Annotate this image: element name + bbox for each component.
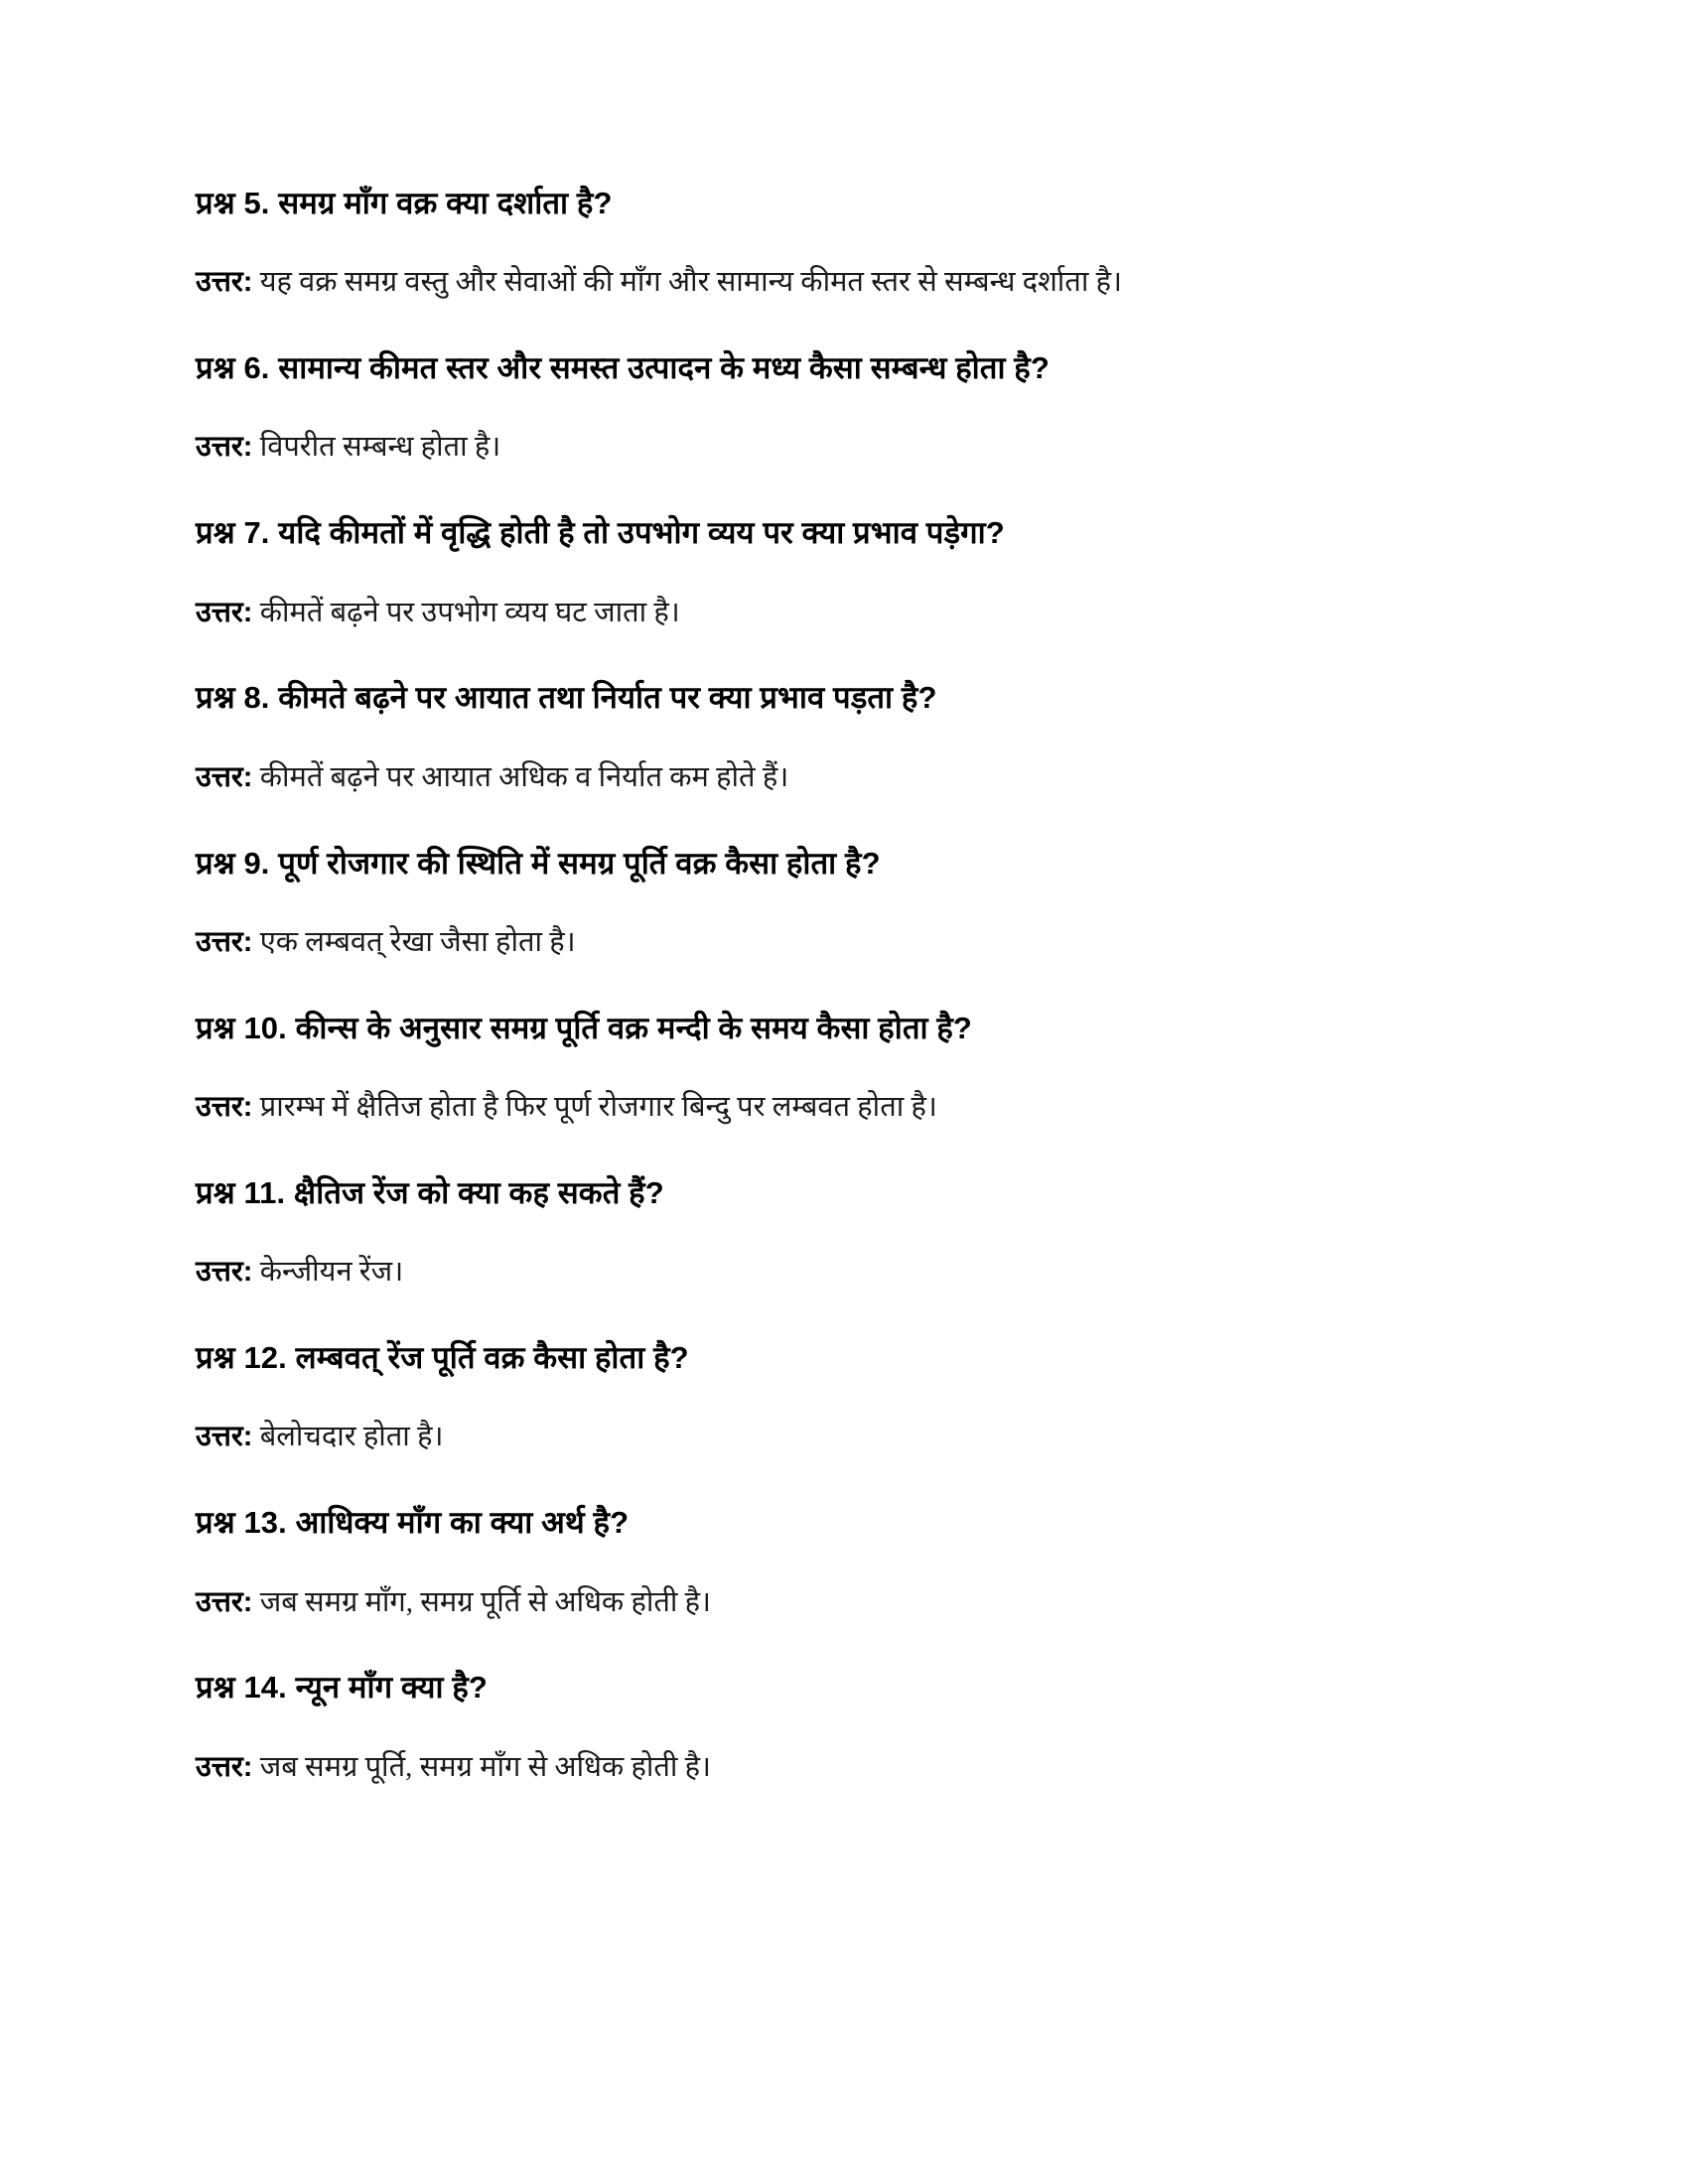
answer-text: बेलोचदार होता है। — [259, 1421, 444, 1453]
answer-text: केन्जीयन रेंज। — [259, 1256, 404, 1289]
answer-text: एक लम्बवत् रेखा जैसा होता है। — [259, 925, 576, 958]
answer-label: उत्तर: — [196, 760, 253, 793]
question-heading: प्रश्न 8. कीमते बढ़ने पर आयात तथा निर्यात पर क्या प्रभाव पड़ता है? — [196, 680, 937, 716]
answer-paragraph — [196, 1583, 1479, 1622]
answer-text: विपरीत सम्बन्ध होता है। — [259, 431, 501, 464]
qa-block — [196, 1338, 1479, 1456]
qa-block — [196, 513, 1479, 631]
answer-label: उत्तर: — [196, 925, 253, 958]
question-heading: प्रश्न 7. यदि कीमतों में वृद्धि होती है तो उपभोग व्यय पर क्या प्रभाव पड़ेगा? — [196, 515, 1005, 551]
answer-paragraph — [196, 594, 1479, 632]
answer-label: उत्तर: — [196, 596, 253, 628]
answer-paragraph — [196, 1418, 1479, 1456]
qa-list — [196, 184, 1479, 1787]
question-heading: प्रश्न 9. पूर्ण रोजगार की स्थिति में समग्र पूर्ति वक्र कैसा होता है? — [196, 845, 881, 881]
answer-text: यह वक्र समग्र वस्तु और सेवाओं की माँग और सामान्य कीमत स्तर से सम्बन्ध दर्शाता है। — [259, 266, 1122, 299]
question-heading: प्रश्न 5. समग्र माँग वक्र क्या दर्शाता है? — [196, 186, 613, 220]
answer-text: कीमतें बढ़ने पर उपभोग व्यय घट जाता है। — [259, 596, 680, 628]
answer-paragraph — [196, 1253, 1479, 1292]
qa-block — [196, 1668, 1479, 1786]
question-heading: प्रश्न 12. लम्बवत् रेंज पूर्ति वक्र कैसा होता है? — [196, 1340, 689, 1376]
answer-text: प्रारम्भ में क्षैतिज होता है फिर पूर्ण रोजगार बिन्दु पर लम्बवत होता है। — [259, 1091, 937, 1124]
qa-block — [196, 1503, 1479, 1621]
answer-text: कीमतें बढ़ने पर आयात अधिक व निर्यात कम होते हैं। — [259, 760, 789, 793]
qa-block — [196, 1173, 1479, 1292]
question-heading: प्रश्न 6. सामान्य कीमत स्तर और समस्त उत्पादन के मध्य कैसा सम्बन्ध होता है? — [196, 350, 1050, 386]
answer-label: उत्तर: — [196, 266, 253, 299]
answer-label: उत्तर: — [196, 1750, 253, 1783]
question-heading: प्रश्न 11. क्षैतिज रेंज को क्या कह सकते हैं? — [196, 1174, 664, 1210]
answer-label: उत्तर: — [196, 1091, 253, 1124]
answer-label: उत्तर: — [196, 431, 253, 464]
question-heading: प्रश्न 10. कीन्स के अनुसार समग्र पूर्ति वक्र मन्दी के समय कैसा होता है? — [196, 1010, 972, 1045]
question-heading: प्रश्न 14. न्यून माँग क्या है? — [196, 1670, 488, 1706]
answer-paragraph — [196, 758, 1479, 797]
answer-label: उत्तर: — [196, 1585, 253, 1618]
answer-paragraph — [196, 923, 1479, 962]
answer-text: जब समग्र पूर्ति, समग्र माँग से अधिक होती है। — [259, 1750, 712, 1783]
qa-block — [196, 348, 1479, 467]
answer-text: जब समग्र माँग, समग्र पूर्ति से अधिक होती है। — [259, 1585, 712, 1618]
answer-label: उत्तर: — [196, 1256, 253, 1289]
answer-label: उत्तर: — [196, 1421, 253, 1453]
question-heading: प्रश्न 13. आधिक्य माँग का क्या अर्थ है? — [196, 1505, 630, 1541]
answer-paragraph — [196, 1748, 1479, 1787]
qa-block — [196, 844, 1479, 962]
qa-block — [196, 1009, 1479, 1127]
answer-paragraph — [196, 1088, 1479, 1127]
answer-paragraph — [196, 428, 1479, 467]
qa-block — [196, 678, 1479, 796]
answer-paragraph — [196, 263, 1479, 302]
qa-block — [196, 184, 1479, 302]
